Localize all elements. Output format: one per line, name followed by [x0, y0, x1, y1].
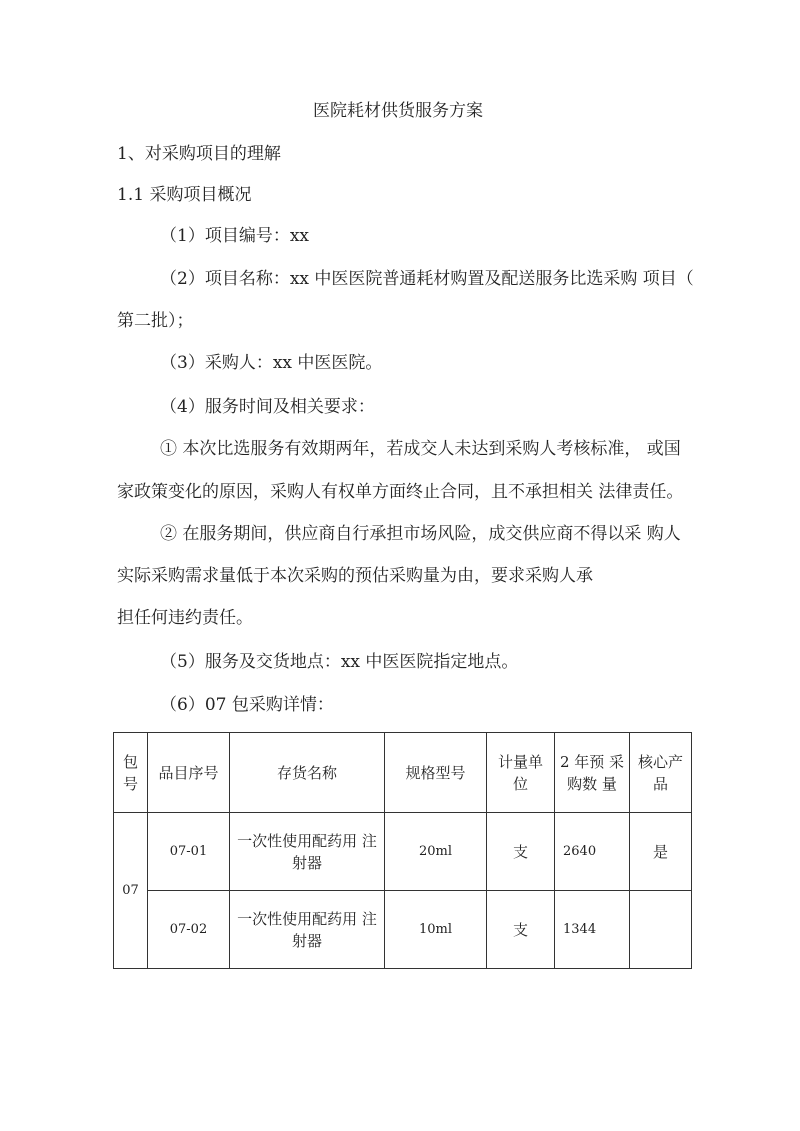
table-header-row	[114, 733, 692, 813]
cell-core	[630, 891, 692, 969]
cell-item-no: 07-01	[148, 813, 230, 891]
item-purchaser: （3）采购人：xx 中医医院。	[160, 353, 383, 373]
header-qty: 2 年预 采购数 量	[555, 733, 630, 813]
header-spec: 规格型号	[385, 733, 487, 813]
cell-spec: 20ml	[385, 813, 487, 891]
requirement-2: ② 在服务期间，供应商自行承担市场风险，成交供应商不得以采 购人	[160, 524, 681, 544]
cell-name: 一次性使用配药用 注射器	[230, 813, 385, 891]
cell-qty: 1344	[555, 891, 630, 969]
item-delivery-location: （5）服务及交货地点：xx 中医医院指定地点。	[160, 652, 519, 672]
cell-core: 是	[630, 813, 692, 891]
item-service-time: （4）服务时间及相关要求：	[160, 397, 375, 417]
header-package: 包号	[114, 733, 148, 813]
cell-qty: 2640	[555, 813, 630, 891]
cell-spec: 10ml	[385, 891, 487, 969]
item-package-details: （6）07 包采购详情：	[160, 695, 334, 715]
cell-unit: 支	[487, 813, 555, 891]
requirement-2-cont: 实际采购需求量低于本次采购的预估采购量为由，要求采购人承	[117, 566, 593, 586]
cell-package: 07	[114, 813, 148, 969]
item-project-number: （1）项目编号：xx	[160, 226, 309, 246]
cell-name: 一次性使用配药用 注射器	[230, 891, 385, 969]
header-core: 核心产品	[630, 733, 692, 813]
table-row	[114, 891, 692, 969]
procurement-table	[113, 732, 692, 969]
header-name: 存货名称	[230, 733, 385, 813]
item-project-name: （2）项目名称：xx 中医医院普通耗材购置及配送服务比选采购 项目（	[160, 269, 694, 289]
requirement-2-end: 担任何违约责任。	[117, 608, 253, 628]
requirement-1-cont: 家政策变化的原因，采购人有权单方面终止合同，且不承担相关 法律责任。	[117, 482, 684, 502]
item-project-name-cont: 第二批）；	[117, 311, 194, 331]
section-heading: 1、对采购项目的理解	[117, 144, 281, 164]
header-item-no: 品目序号	[148, 733, 230, 813]
cell-item-no: 07-02	[148, 891, 230, 969]
header-unit: 计量单位	[487, 733, 555, 813]
requirement-1: ① 本次比选服务有效期两年，若成交人未达到采购人考核标准， 或国	[160, 439, 681, 459]
document-title: 医院耗材供货服务方案	[313, 101, 483, 121]
subsection-heading: 1.1 采购项目概况	[117, 185, 252, 205]
table-row	[114, 813, 692, 891]
cell-unit: 支	[487, 891, 555, 969]
